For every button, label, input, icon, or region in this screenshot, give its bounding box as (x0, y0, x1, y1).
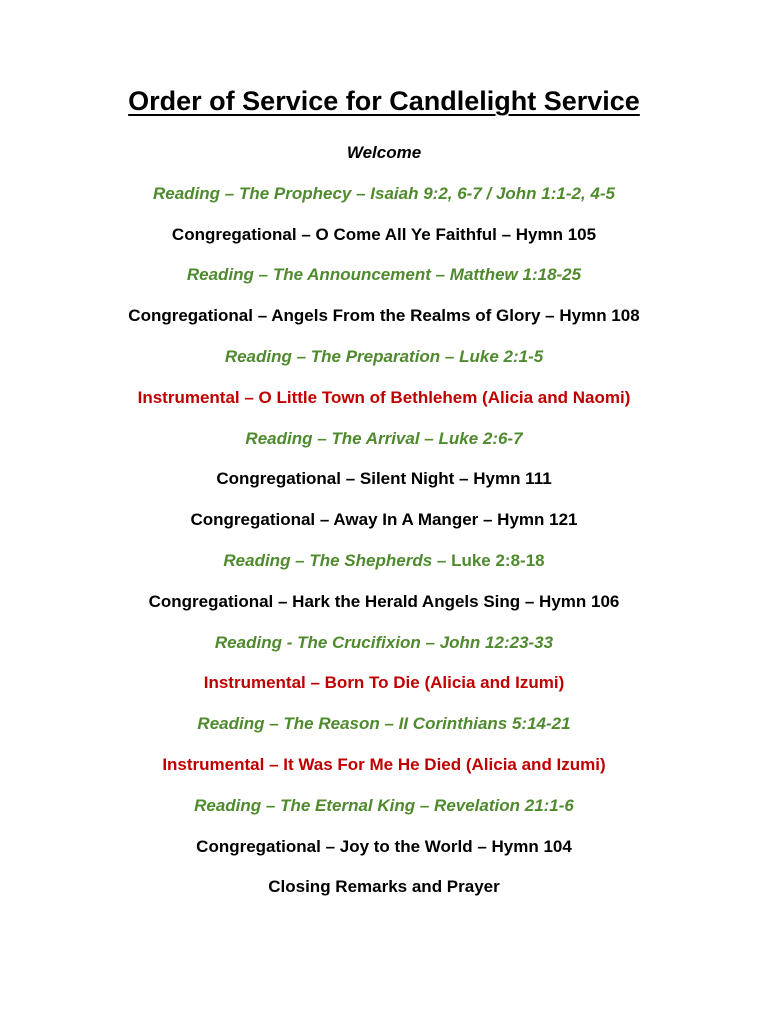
item-text: Reading – The Arrival – Luke 2:6-7 (245, 428, 523, 448)
service-item-reading (0, 793, 768, 834)
item-text: Congregational – Away In A Manger – Hymn 121 (190, 510, 578, 530)
item-text: Congregational – Angels From the Realms of Glory – Hymn 108 (128, 306, 640, 326)
service-item-congregational (0, 834, 768, 875)
item-text: Reading - The Crucifixion – John 12:23-33 (214, 632, 554, 652)
item-text: Congregational – Silent Night – Hymn 111 (216, 469, 552, 489)
service-item-welcome (0, 140, 768, 181)
item-text: Congregational – O Come All Ye Faithful – Hymn 105 (171, 224, 597, 244)
service-item-closing (0, 874, 768, 915)
item-text: Congregational – Joy to the World – Hymn 104 (196, 836, 572, 856)
service-item-congregational (0, 222, 768, 263)
document-title: Order of Service for Candlelight Service (128, 86, 640, 116)
item-text: Congregational – Hark the Herald Angels Sing – Hymn 106 (148, 591, 620, 611)
item-text: Closing Remarks and Prayer (268, 877, 500, 897)
service-item-reading (0, 711, 768, 752)
item-text: Instrumental – Born To Die (Alicia and Izumi) (203, 673, 565, 693)
service-item-congregational (0, 507, 768, 548)
service-item-congregational (0, 303, 768, 344)
item-text: Reading – The Eternal King – Revelation 21:1-6 (194, 795, 574, 815)
item-text: Reading – The Reason – II Corinthians 5:14-21 (197, 714, 571, 734)
service-item-instrumental (0, 385, 768, 426)
service-item-instrumental (0, 670, 768, 711)
service-item-congregational (0, 466, 768, 507)
item-text: Welcome (346, 143, 422, 162)
item-text: Reading – The Shepherds – (223, 550, 447, 570)
order-of-service-list (0, 140, 768, 915)
item-text: Reading – The Announcement – Matthew 1:18-25 (186, 265, 582, 285)
item-text: Instrumental – It Was For Me He Died (Alicia and Izumi) (162, 754, 606, 774)
service-item-reading (0, 630, 768, 671)
item-text: Instrumental – O Little Town of Bethlehem (Alicia and Naomi) (137, 387, 631, 407)
item-scripture-ref: Luke 2:8-18 (446, 550, 545, 570)
service-item-reading (0, 262, 768, 303)
service-item-congregational (0, 589, 768, 630)
item-text: Reading – The Prophecy – Isaiah 9:2, 6-7 / John 1:1-2, 4-5 (153, 183, 615, 203)
service-item-reading (0, 548, 768, 589)
item-text: Reading – The Preparation – Luke 2:1-5 (224, 346, 544, 366)
service-item-reading (0, 181, 768, 222)
service-item-reading (0, 344, 768, 385)
service-item-instrumental (0, 752, 768, 793)
service-item-reading (0, 426, 768, 467)
